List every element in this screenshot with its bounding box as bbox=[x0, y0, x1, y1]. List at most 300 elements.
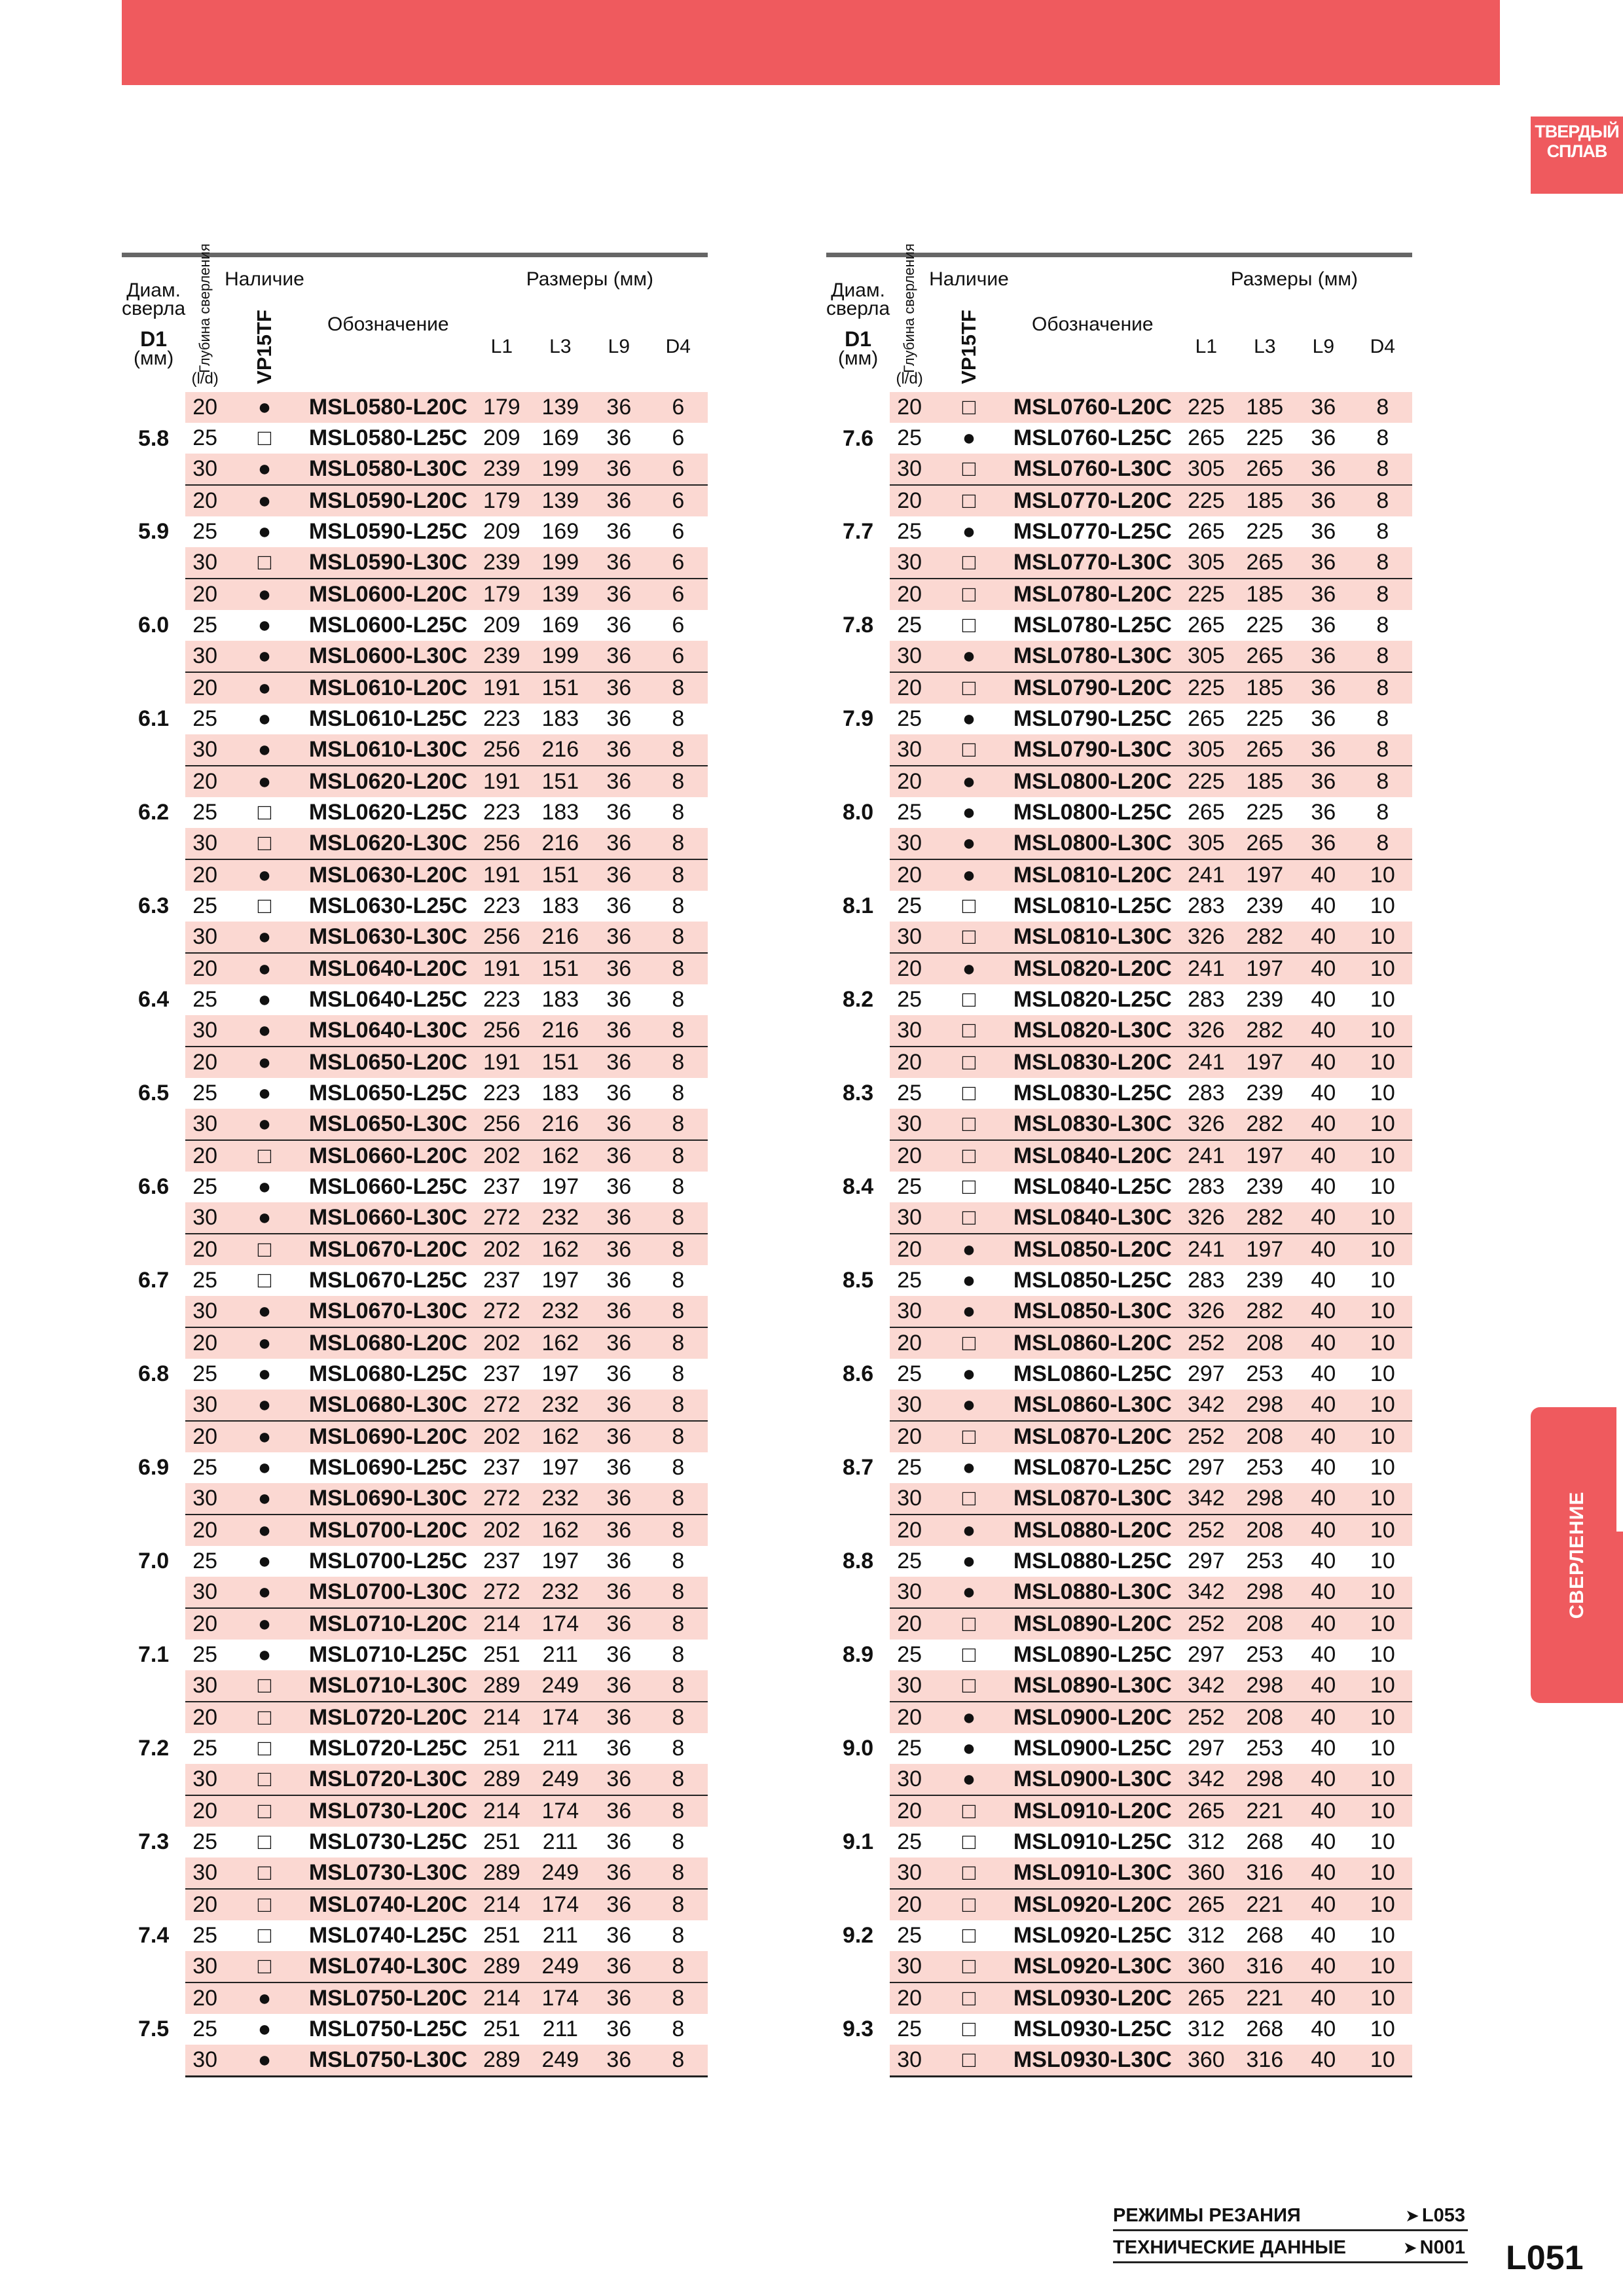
stock-indicator: □ bbox=[257, 1736, 272, 1761]
drill-diameter: 8.3 bbox=[826, 1047, 890, 1140]
product-code[interactable]: MSL0700-L20C bbox=[304, 1515, 472, 1546]
dim-l9: 36 bbox=[589, 1608, 649, 1640]
product-code[interactable]: MSL0720-L20C bbox=[304, 1702, 472, 1733]
dim-l1: 360 bbox=[1176, 2045, 1236, 2077]
dim-d4: 8 bbox=[672, 1736, 685, 1761]
drill-diameter: 8.2 bbox=[826, 953, 890, 1047]
dim-l1: 251 bbox=[483, 2017, 520, 2041]
table-row bbox=[122, 1827, 708, 1857]
product-code[interactable]: MSL0730-L30C bbox=[304, 1857, 472, 1889]
product-code[interactable]: MSL0740-L20C bbox=[304, 1889, 472, 1920]
stock-indicator: □ bbox=[225, 1140, 304, 1172]
dim-d4: 10 bbox=[1353, 1202, 1412, 1234]
product-code[interactable]: MSL0800-L25C bbox=[1013, 800, 1172, 825]
ref-page-link[interactable]: ➤ L053 bbox=[1405, 2205, 1465, 2227]
product-code[interactable]: MSL0770-L20C bbox=[1009, 485, 1176, 516]
product-code[interactable]: MSL0610-L30C bbox=[304, 734, 472, 766]
product-code[interactable]: MSL0820-L30C bbox=[1009, 1015, 1176, 1047]
stock-indicator: □ bbox=[929, 1202, 1009, 1234]
table-row bbox=[122, 641, 708, 672]
stock-indicator: ● bbox=[962, 1268, 976, 1293]
drill-depth: 20 bbox=[890, 579, 929, 610]
product-code[interactable]: MSL0720-L30C bbox=[304, 1764, 472, 1795]
dim-l3: 174 bbox=[532, 1982, 589, 2014]
ref-cutting-conditions[interactable] bbox=[1113, 2199, 1468, 2231]
dim-l3: 151 bbox=[532, 953, 589, 984]
product-code[interactable]: MSL0700-L30C bbox=[304, 1577, 472, 1608]
product-code[interactable]: MSL0910-L20C bbox=[1009, 1795, 1176, 1827]
dim-l1: 241 bbox=[1176, 953, 1236, 984]
dim-l9: 36 bbox=[1311, 519, 1336, 544]
dim-l1: 214 bbox=[472, 1795, 532, 1827]
stock-indicator: ● bbox=[962, 1455, 976, 1480]
product-code[interactable]: MSL0670-L25C bbox=[308, 1268, 467, 1293]
drill-diameter: 7.6 bbox=[826, 392, 890, 485]
table-row bbox=[122, 2014, 708, 2045]
product-code[interactable]: MSL0930-L20C bbox=[1009, 1982, 1176, 2014]
dim-l9: 36 bbox=[589, 1327, 649, 1359]
stock-indicator: ● bbox=[225, 641, 304, 672]
table-row bbox=[826, 1452, 1412, 1483]
dim-d4: 10 bbox=[1370, 1081, 1395, 1105]
drill-depth: 25 bbox=[897, 800, 922, 825]
product-code[interactable]: MSL0660-L30C bbox=[304, 1202, 472, 1234]
product-code[interactable]: MSL0640-L25C bbox=[308, 987, 467, 1012]
drill-depth: 25 bbox=[897, 1642, 922, 1667]
drill-depth: 25 bbox=[897, 893, 922, 918]
dim-d4: 10 bbox=[1353, 1889, 1412, 1920]
dim-l3: 239 bbox=[1246, 987, 1284, 1012]
dim-d4: 10 bbox=[1353, 1421, 1412, 1452]
dim-l9: 40 bbox=[1294, 1702, 1353, 1733]
dim-l1: 252 bbox=[1176, 1421, 1236, 1452]
product-code[interactable]: MSL0580-L20C bbox=[304, 392, 472, 423]
dim-l3: 197 bbox=[1236, 1234, 1294, 1265]
dim-l1: 256 bbox=[472, 922, 532, 953]
drill-depth: 25 bbox=[897, 1736, 922, 1761]
dim-l9: 40 bbox=[1294, 1795, 1353, 1827]
dim-l1: 265 bbox=[1176, 1982, 1236, 2014]
product-code[interactable]: MSL0800-L20C bbox=[1009, 766, 1176, 797]
product-code[interactable]: MSL0890-L25C bbox=[1013, 1642, 1172, 1667]
dim-l1: 297 bbox=[1187, 1455, 1225, 1480]
dim-l1: 251 bbox=[483, 1736, 520, 1761]
ref-page-link[interactable]: ➤ N001 bbox=[1403, 2237, 1465, 2259]
product-code[interactable]: MSL0930-L30C bbox=[1009, 2045, 1176, 2077]
product-code[interactable]: MSL0820-L25C bbox=[1013, 987, 1172, 1012]
product-code[interactable]: MSL0830-L25C bbox=[1013, 1081, 1172, 1105]
dim-l1: 179 bbox=[472, 485, 532, 516]
drill-depth: 20 bbox=[185, 1515, 225, 1546]
dim-d4: 8 bbox=[649, 1577, 708, 1608]
product-code[interactable]: MSL0620-L25C bbox=[308, 800, 467, 825]
table-row bbox=[826, 1889, 1412, 1920]
stock-indicator: □ bbox=[929, 454, 1009, 485]
stock-indicator: ● bbox=[257, 987, 272, 1012]
category-tab-carbide[interactable] bbox=[1531, 117, 1623, 194]
table-row bbox=[826, 547, 1412, 579]
dim-l1: 237 bbox=[483, 1361, 520, 1386]
product-code[interactable]: MSL0750-L25C bbox=[308, 2017, 467, 2041]
table-row bbox=[826, 1608, 1412, 1640]
dim-l3: 249 bbox=[532, 1951, 589, 1982]
dim-d4: 8 bbox=[649, 1670, 708, 1702]
dim-l9: 36 bbox=[1294, 828, 1353, 859]
dim-l3: 249 bbox=[532, 1670, 589, 1702]
dim-d4: 8 bbox=[649, 1608, 708, 1640]
stock-indicator: □ bbox=[225, 1795, 304, 1827]
dim-l1: 326 bbox=[1176, 1015, 1236, 1047]
product-code[interactable]: MSL0710-L20C bbox=[304, 1608, 472, 1640]
ref-label: РЕЖИМЫ РЕЗАНИЯ bbox=[1113, 2205, 1301, 2226]
drill-depth: 20 bbox=[185, 672, 225, 704]
product-code[interactable]: MSL0760-L20C bbox=[1009, 392, 1176, 423]
dim-l1: 237 bbox=[483, 1549, 520, 1573]
product-code[interactable]: MSL0840-L30C bbox=[1009, 1202, 1176, 1234]
dim-l1: 241 bbox=[1176, 1140, 1236, 1172]
product-code[interactable]: MSL0600-L20C bbox=[304, 579, 472, 610]
product-code[interactable]: MSL0870-L25C bbox=[1013, 1455, 1172, 1480]
stock-indicator: □ bbox=[962, 613, 976, 637]
drill-depth: 20 bbox=[185, 1982, 225, 2014]
product-code[interactable]: MSL0640-L20C bbox=[304, 953, 472, 984]
product-code[interactable]: MSL0680-L20C bbox=[304, 1327, 472, 1359]
stock-indicator: □ bbox=[225, 1764, 304, 1795]
product-code[interactable]: MSL0740-L25C bbox=[308, 1923, 467, 1948]
product-code[interactable]: MSL0830-L30C bbox=[1009, 1109, 1176, 1140]
stock-indicator: ● bbox=[225, 1577, 304, 1608]
drill-depth: 20 bbox=[185, 1234, 225, 1265]
dim-d4: 10 bbox=[1353, 1109, 1412, 1140]
header-dimensions: Размеры (мм) bbox=[1230, 268, 1358, 290]
product-code[interactable]: MSL0630-L30C bbox=[304, 922, 472, 953]
product-code[interactable]: MSL0650-L20C bbox=[304, 1047, 472, 1078]
drill-diameter: 8.0 bbox=[826, 766, 890, 859]
drill-diameter: 6.8 bbox=[122, 1327, 185, 1421]
product-code[interactable]: MSL0710-L30C bbox=[304, 1670, 472, 1702]
table-row bbox=[826, 1670, 1412, 1702]
dim-l3: 197 bbox=[541, 1174, 579, 1199]
product-code[interactable]: MSL0650-L25C bbox=[308, 1081, 467, 1105]
dim-d4: 8 bbox=[649, 1857, 708, 1889]
product-code[interactable]: MSL0760-L30C bbox=[1009, 454, 1176, 485]
stock-indicator: ● bbox=[929, 953, 1009, 984]
product-code[interactable]: MSL0690-L25C bbox=[308, 1455, 467, 1480]
stock-indicator: □ bbox=[257, 425, 272, 450]
drill-depth: 20 bbox=[185, 1702, 225, 1733]
stock-indicator: □ bbox=[257, 1829, 272, 1854]
stock-indicator: □ bbox=[962, 2017, 976, 2041]
product-code[interactable]: MSL0810-L25C bbox=[1013, 893, 1172, 918]
dim-l9: 40 bbox=[1294, 1202, 1353, 1234]
table-row bbox=[826, 1546, 1412, 1577]
drill-depth: 20 bbox=[890, 1982, 929, 2014]
drill-diameter: 6.6 bbox=[122, 1140, 185, 1234]
product-code[interactable]: MSL0910-L25C bbox=[1013, 1829, 1172, 1854]
dim-l3: 239 bbox=[1246, 1174, 1284, 1199]
product-code[interactable]: MSL0610-L20C bbox=[304, 672, 472, 704]
dim-d4: 8 bbox=[1376, 800, 1389, 825]
stock-indicator: ● bbox=[962, 706, 976, 731]
dim-l9: 40 bbox=[1294, 1109, 1353, 1140]
product-code[interactable]: MSL0680-L25C bbox=[308, 1361, 467, 1386]
dim-d4: 8 bbox=[649, 1109, 708, 1140]
product-code[interactable]: MSL0780-L20C bbox=[1009, 579, 1176, 610]
product-code[interactable]: MSL0580-L25C bbox=[308, 425, 467, 450]
dim-l9: 36 bbox=[589, 641, 649, 672]
dim-d4: 8 bbox=[649, 828, 708, 859]
product-code[interactable]: MSL0890-L20C bbox=[1009, 1608, 1176, 1640]
drill-depth: 20 bbox=[185, 766, 225, 797]
header-grade bbox=[929, 302, 1009, 392]
dim-l3: 185 bbox=[1236, 766, 1294, 797]
product-code[interactable]: MSL0790-L20C bbox=[1009, 672, 1176, 704]
stock-indicator: ● bbox=[225, 1047, 304, 1078]
dim-d4: 10 bbox=[1353, 1857, 1412, 1889]
header-diameter bbox=[122, 255, 185, 393]
section-tab-drilling[interactable] bbox=[1531, 1407, 1623, 1703]
stock-indicator: ● bbox=[962, 1736, 976, 1761]
product-code[interactable]: MSL0730-L25C bbox=[308, 1829, 467, 1854]
table-row bbox=[826, 516, 1412, 547]
product-code[interactable]: MSL0820-L20C bbox=[1009, 953, 1176, 984]
stock-indicator: □ bbox=[225, 1951, 304, 1982]
drill-depth: 30 bbox=[185, 2045, 225, 2077]
dim-d4: 8 bbox=[672, 1549, 685, 1573]
drill-depth: 30 bbox=[185, 734, 225, 766]
dim-d4: 8 bbox=[1353, 734, 1412, 766]
dim-l3: 208 bbox=[1236, 1421, 1294, 1452]
dim-l9: 36 bbox=[1294, 766, 1353, 797]
dim-l9: 36 bbox=[1294, 672, 1353, 704]
product-code[interactable]: MSL0660-L20C bbox=[304, 1140, 472, 1172]
dim-l3: 282 bbox=[1236, 1015, 1294, 1047]
drill-depth: 20 bbox=[185, 579, 225, 610]
product-code[interactable]: MSL0840-L25C bbox=[1013, 1174, 1172, 1199]
spec-table-right bbox=[826, 243, 1412, 2077]
stock-indicator: □ bbox=[929, 672, 1009, 704]
product-code[interactable]: MSL0750-L20C bbox=[304, 1982, 472, 2014]
dim-l1: 225 bbox=[1176, 485, 1236, 516]
drill-depth: 25 bbox=[897, 1829, 922, 1854]
product-code[interactable]: MSL0670-L30C bbox=[304, 1296, 472, 1327]
product-code[interactable]: MSL0690-L20C bbox=[304, 1421, 472, 1452]
header-grade-label: VP15TF bbox=[957, 310, 980, 384]
product-code[interactable]: MSL0590-L20C bbox=[304, 485, 472, 516]
product-code[interactable]: MSL0850-L25C bbox=[1013, 1268, 1172, 1293]
top-banner bbox=[122, 0, 1500, 85]
stock-indicator: □ bbox=[929, 922, 1009, 953]
product-code[interactable]: MSL0850-L20C bbox=[1009, 1234, 1176, 1265]
stock-indicator: ● bbox=[225, 485, 304, 516]
ref-technical-data[interactable] bbox=[1113, 2231, 1468, 2263]
dim-l3: 211 bbox=[542, 1736, 578, 1761]
stock-indicator: □ bbox=[929, 579, 1009, 610]
stock-indicator: □ bbox=[257, 1923, 272, 1948]
product-code[interactable]: MSL0620-L30C bbox=[304, 828, 472, 859]
dim-l9: 36 bbox=[589, 485, 649, 516]
product-code[interactable]: MSL0580-L30C bbox=[304, 454, 472, 485]
product-code[interactable]: MSL0750-L30C bbox=[304, 2045, 472, 2077]
drill-depth: 20 bbox=[185, 1047, 225, 1078]
dim-d4: 8 bbox=[672, 1361, 685, 1386]
dim-d4: 8 bbox=[672, 1081, 685, 1105]
dim-l9: 40 bbox=[1311, 1081, 1336, 1105]
product-code[interactable]: MSL0810-L20C bbox=[1009, 859, 1176, 891]
product-code[interactable]: MSL0670-L20C bbox=[304, 1234, 472, 1265]
dim-l3: 151 bbox=[532, 1047, 589, 1078]
dim-l3: 298 bbox=[1236, 1483, 1294, 1515]
product-code[interactable]: MSL0810-L30C bbox=[1009, 922, 1176, 953]
product-code[interactable]: MSL0770-L30C bbox=[1009, 547, 1176, 579]
table-row bbox=[122, 984, 708, 1015]
product-code[interactable]: MSL0720-L25C bbox=[308, 1736, 467, 1761]
dim-l9: 36 bbox=[589, 672, 649, 704]
table-row bbox=[826, 891, 1412, 922]
dim-l9: 36 bbox=[606, 1268, 632, 1293]
drill-depth: 20 bbox=[890, 1889, 929, 1920]
product-code[interactable]: MSL0880-L30C bbox=[1009, 1577, 1176, 1608]
dim-l3: 208 bbox=[1236, 1702, 1294, 1733]
drill-diameter: 8.9 bbox=[826, 1608, 890, 1702]
dim-l1: 191 bbox=[472, 672, 532, 704]
drill-depth: 30 bbox=[185, 1483, 225, 1515]
product-code[interactable]: MSL0870-L30C bbox=[1009, 1483, 1176, 1515]
product-code[interactable]: MSL0850-L30C bbox=[1009, 1296, 1176, 1327]
dim-l9: 40 bbox=[1311, 1829, 1336, 1854]
drill-depth: 25 bbox=[192, 1829, 218, 1854]
dim-d4: 8 bbox=[649, 1390, 708, 1421]
product-code[interactable]: MSL0920-L25C bbox=[1013, 1923, 1172, 1948]
drill-diameter: 7.9 bbox=[826, 672, 890, 766]
dim-l9: 40 bbox=[1311, 1736, 1336, 1761]
table-row bbox=[122, 1889, 708, 1920]
product-code[interactable]: MSL0900-L30C bbox=[1009, 1764, 1176, 1795]
product-code[interactable]: MSL0900-L20C bbox=[1009, 1702, 1176, 1733]
product-code[interactable]: MSL0680-L30C bbox=[304, 1390, 472, 1421]
product-code[interactable]: MSL0660-L25C bbox=[308, 1174, 467, 1199]
dim-l1: 191 bbox=[472, 1047, 532, 1078]
product-code[interactable]: MSL0600-L30C bbox=[304, 641, 472, 672]
stock-indicator: ● bbox=[962, 425, 976, 450]
dim-l9: 36 bbox=[606, 1642, 632, 1667]
table-row bbox=[826, 1234, 1412, 1265]
table-row bbox=[826, 1577, 1412, 1608]
dim-l3: 162 bbox=[532, 1327, 589, 1359]
product-code[interactable]: MSL0840-L20C bbox=[1009, 1140, 1176, 1172]
product-code[interactable]: MSL0620-L20C bbox=[304, 766, 472, 797]
header-designation: Обозначение bbox=[1032, 314, 1154, 335]
table-row bbox=[122, 516, 708, 547]
product-code[interactable]: MSL0740-L30C bbox=[304, 1951, 472, 1982]
product-code[interactable]: MSL0860-L25C bbox=[1013, 1361, 1172, 1386]
dim-l9: 36 bbox=[1311, 800, 1336, 825]
dim-l1: 305 bbox=[1176, 547, 1236, 579]
product-code[interactable]: MSL0610-L25C bbox=[308, 706, 467, 731]
dim-d4: 10 bbox=[1353, 1982, 1412, 2014]
product-code[interactable]: MSL0630-L20C bbox=[304, 859, 472, 891]
stock-indicator: ● bbox=[225, 392, 304, 423]
header-dim-d4: D4 bbox=[1370, 336, 1395, 357]
product-code[interactable]: MSL0880-L25C bbox=[1013, 1549, 1172, 1573]
stock-indicator: □ bbox=[225, 1889, 304, 1920]
product-code[interactable]: MSL0590-L25C bbox=[308, 519, 467, 544]
product-code[interactable]: MSL0920-L30C bbox=[1009, 1951, 1176, 1982]
product-code[interactable]: MSL0650-L30C bbox=[304, 1109, 472, 1140]
product-code[interactable]: MSL0860-L30C bbox=[1009, 1390, 1176, 1421]
drill-depth: 20 bbox=[890, 672, 929, 704]
product-code[interactable]: MSL0730-L20C bbox=[304, 1795, 472, 1827]
spec-table-body bbox=[122, 392, 708, 2077]
table-row bbox=[826, 1795, 1412, 1827]
category-tab-line: ТВЕРДЫЙ bbox=[1535, 122, 1619, 141]
dim-l1: 191 bbox=[472, 953, 532, 984]
product-code[interactable]: MSL0870-L20C bbox=[1009, 1421, 1176, 1452]
product-code[interactable]: MSL0780-L30C bbox=[1009, 641, 1176, 672]
product-code[interactable]: MSL0900-L25C bbox=[1013, 1736, 1172, 1761]
dim-l9: 36 bbox=[589, 1390, 649, 1421]
dim-l9: 36 bbox=[589, 1015, 649, 1047]
product-code[interactable]: MSL0790-L30C bbox=[1009, 734, 1176, 766]
dim-d4: 8 bbox=[649, 1483, 708, 1515]
dim-l3: 211 bbox=[542, 1829, 578, 1854]
dim-l9: 40 bbox=[1294, 1483, 1353, 1515]
dim-l3: 232 bbox=[532, 1390, 589, 1421]
product-code[interactable]: MSL0770-L25C bbox=[1013, 519, 1172, 544]
stock-indicator: ● bbox=[257, 706, 272, 731]
product-code[interactable]: MSL0830-L20C bbox=[1009, 1047, 1176, 1078]
drill-depth: 30 bbox=[185, 1015, 225, 1047]
product-code[interactable]: MSL0760-L25C bbox=[1013, 425, 1172, 450]
dim-l1: 272 bbox=[472, 1202, 532, 1234]
dim-l9: 36 bbox=[1294, 485, 1353, 516]
product-code[interactable]: MSL0790-L25C bbox=[1013, 706, 1172, 731]
product-code[interactable]: MSL0690-L30C bbox=[304, 1483, 472, 1515]
product-code[interactable]: MSL0880-L20C bbox=[1009, 1515, 1176, 1546]
drill-diameter: 6.0 bbox=[122, 579, 185, 672]
product-code[interactable]: MSL0590-L30C bbox=[304, 547, 472, 579]
drill-depth: 30 bbox=[185, 828, 225, 859]
table-row bbox=[122, 1483, 708, 1515]
drill-depth: 20 bbox=[185, 1795, 225, 1827]
dim-l3: 249 bbox=[532, 1857, 589, 1889]
product-code[interactable]: MSL0700-L25C bbox=[308, 1549, 467, 1573]
dim-d4: 8 bbox=[649, 1702, 708, 1733]
product-code[interactable]: MSL0630-L25C bbox=[308, 893, 467, 918]
table-row bbox=[122, 797, 708, 828]
dim-l1: 312 bbox=[1187, 1829, 1225, 1854]
product-code[interactable]: MSL0930-L25C bbox=[1013, 2017, 1172, 2041]
product-code[interactable]: MSL0920-L20C bbox=[1009, 1889, 1176, 1920]
dim-l3: 197 bbox=[1236, 953, 1294, 984]
drill-depth: 30 bbox=[890, 922, 929, 953]
table-row bbox=[122, 1202, 708, 1234]
product-code[interactable]: MSL0640-L30C bbox=[304, 1015, 472, 1047]
dim-l3: 253 bbox=[1246, 1642, 1284, 1667]
product-code[interactable]: MSL0800-L30C bbox=[1009, 828, 1176, 859]
product-code[interactable]: MSL0780-L25C bbox=[1013, 613, 1172, 637]
stock-indicator: □ bbox=[929, 1421, 1009, 1452]
product-code[interactable]: MSL0600-L25C bbox=[308, 613, 467, 637]
table-row bbox=[122, 1140, 708, 1172]
product-code[interactable]: MSL0890-L30C bbox=[1009, 1670, 1176, 1702]
product-code[interactable]: MSL0710-L25C bbox=[308, 1642, 467, 1667]
dim-d4: 10 bbox=[1353, 1764, 1412, 1795]
dim-l3: 253 bbox=[1246, 1549, 1284, 1573]
product-code[interactable]: MSL0910-L30C bbox=[1009, 1857, 1176, 1889]
product-code[interactable]: MSL0860-L20C bbox=[1009, 1327, 1176, 1359]
dim-l9: 36 bbox=[606, 2017, 632, 2041]
